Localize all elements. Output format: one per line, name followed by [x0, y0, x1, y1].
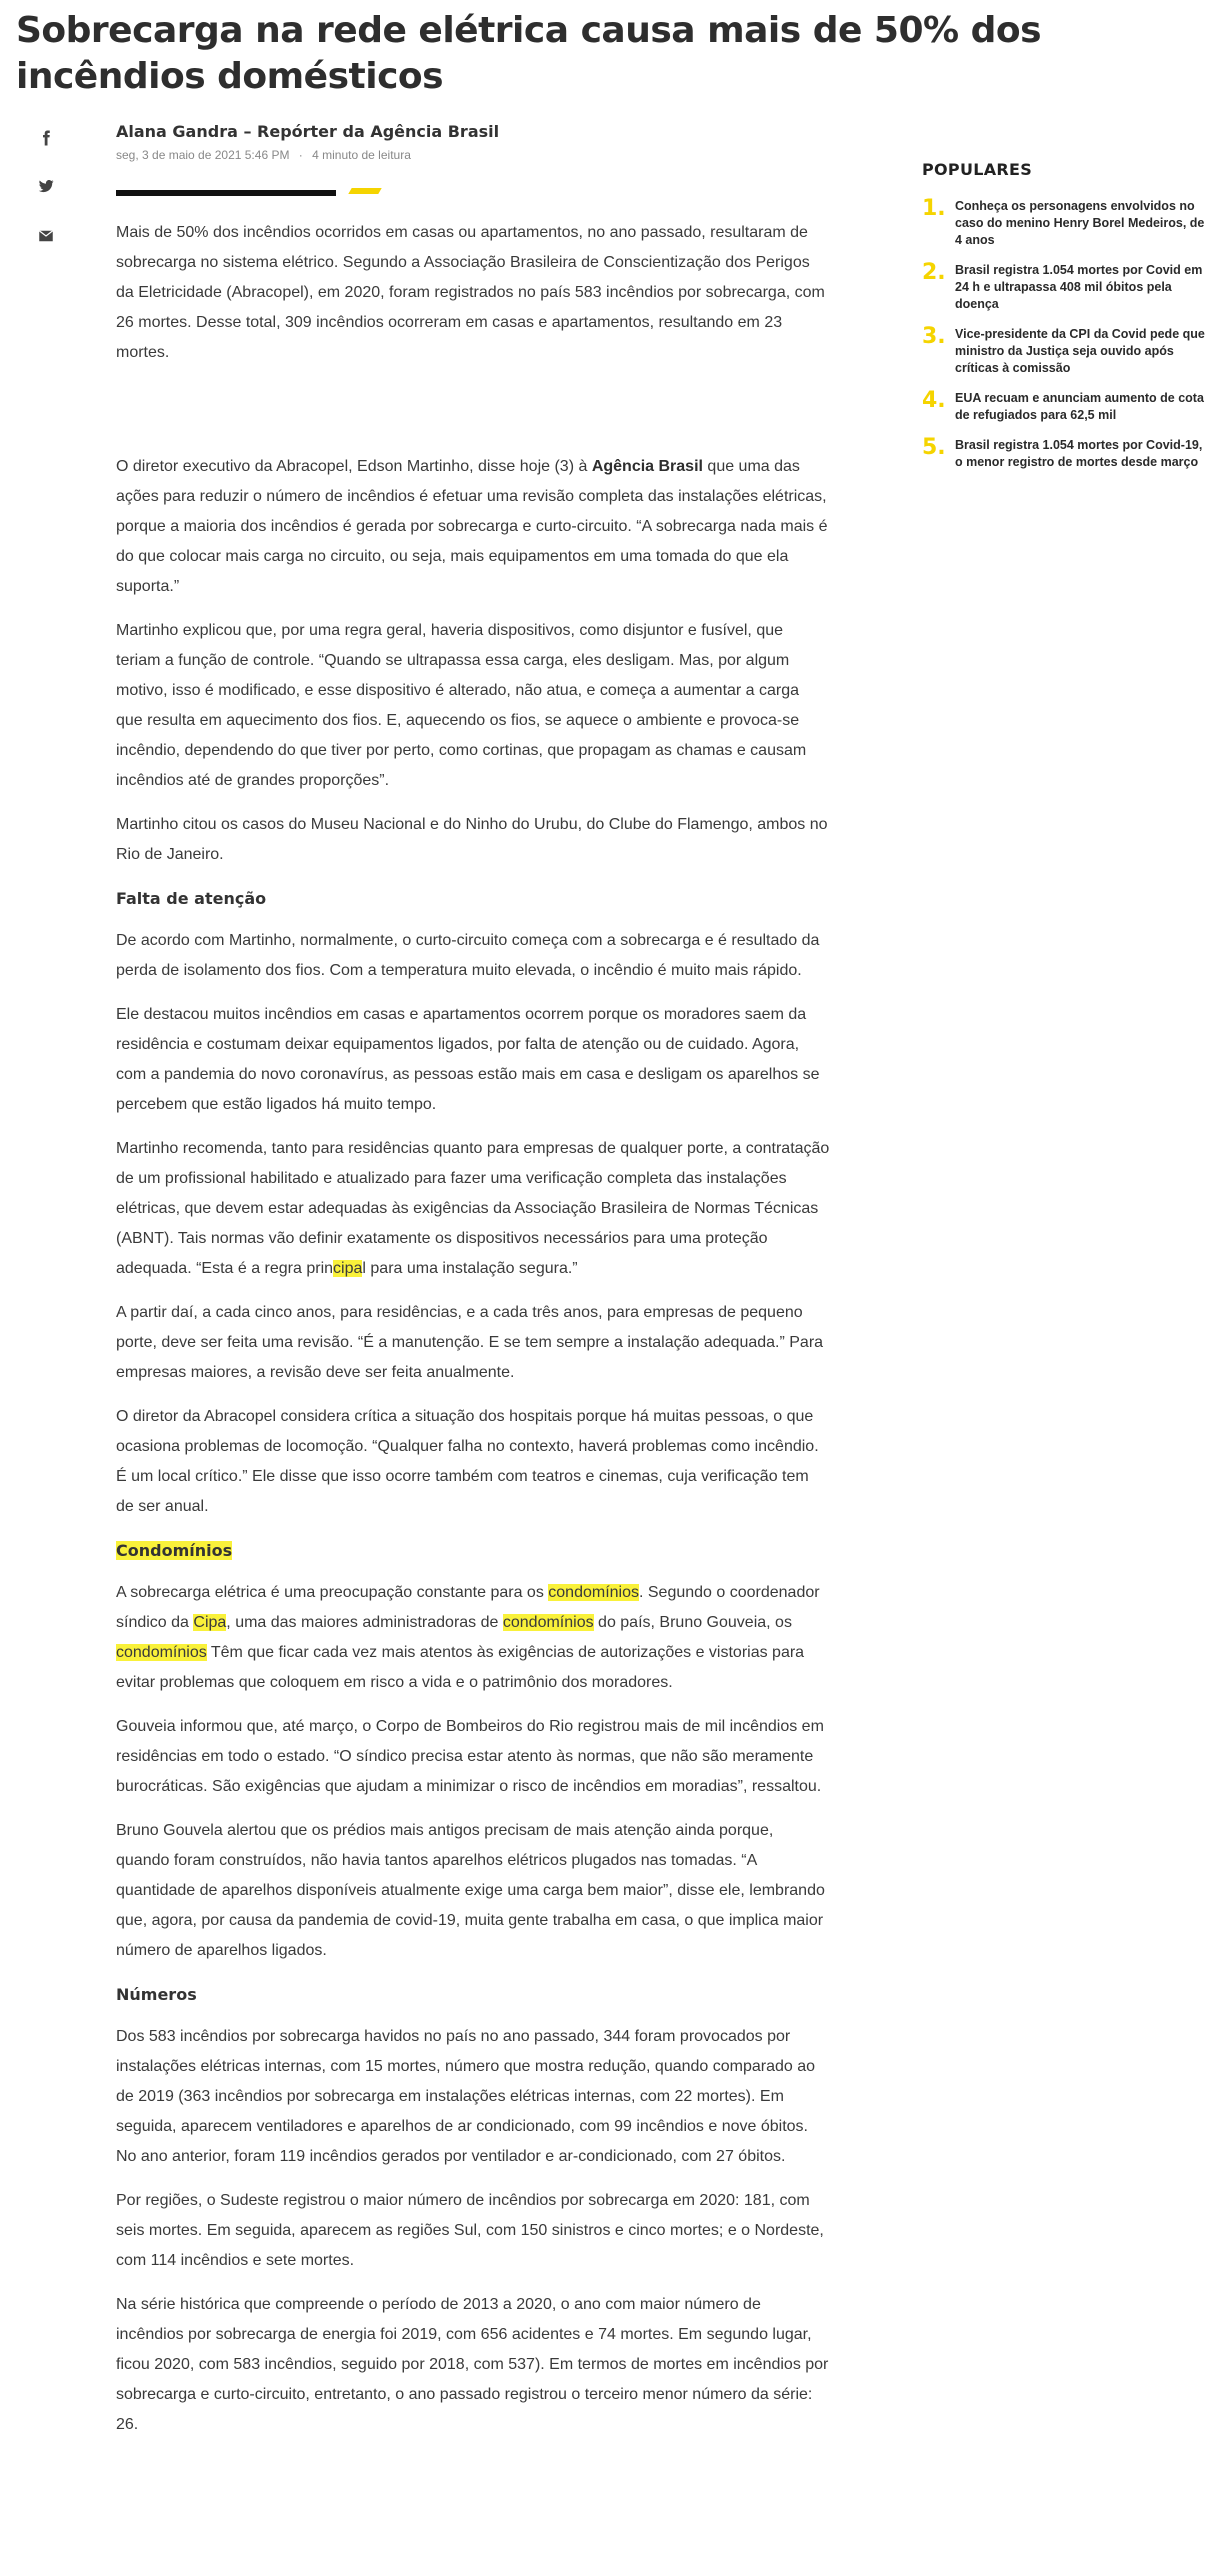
section-heading: Falta de atenção: [116, 889, 267, 908]
paragraph-text: O diretor executivo da Abracopel, Edson Martinho, disse hoje (3) à: [116, 458, 592, 475]
meta-separator: ·: [298, 148, 303, 162]
paragraph: A partir daí, a cada cinco anos, para residências, e a cada três anos, para empresas de pequeno porte, deve ser feita uma revisão. “É a manutenção. E se tem sempre a instalação adequada.” Para empresas maiores, a revisão deve ser feita anualmente.: [116, 1304, 824, 1381]
paragraph: Martinho citou os casos do Museu Nacional e do Ninho do Urubu, do Clube do Flamengo, ambos no Rio de Janeiro.: [116, 816, 828, 863]
paragraph-text: do país, Bruno Gouveia, os: [593, 1614, 792, 1631]
paragraph: O diretor da Abracopel considera crítica a situação dos hospitais porque há muitas pessoas, o que ocasiona problemas de locomoção. “Qualquer falha no contexto, haverá problemas como incêndio. É um local crítico.” Ele disse que isso ocorre também com teatros e cinemas, cuja verificação tem de ser anual.: [116, 1408, 819, 1515]
title-rule-accent: [348, 188, 381, 194]
popular-link[interactable]: EUA recuam e anunciam aumento de cota de refugiados para 62,5 mil: [955, 391, 1204, 422]
search-highlight: condomínios: [116, 1644, 207, 1661]
popular-link[interactable]: Conheça os personagens envolvidos no caso do menino Henry Borel Medeiros, de 4 anos: [955, 199, 1205, 247]
paragraph: [116, 1578, 830, 1698]
search-highlight: Condomínios: [116, 1541, 233, 1560]
search-highlight: cipa: [333, 1260, 363, 1277]
article-body: [116, 218, 830, 2454]
title-rule: [116, 190, 336, 196]
paragraph: [116, 1134, 830, 1284]
facebook-icon: [37, 129, 55, 147]
paragraph-text: l para uma instalação segura.”: [362, 1260, 578, 1277]
paragraph: Bruno Gouvela alertou que os prédios mais antigos precisam de mais atenção ainda porque, quando foram construídos, não havia tantos aparelhos elétricos plugados nas tomadas. “A quantidade de aparelhos disponíveis atualmente exige uma carga bem maior”, disse ele, lembrando que, agora, por causa da pandemia de covid-19, muita gente trabalha em casa, o que implica maior número de aparelhos ligados.: [116, 1822, 825, 1959]
publish-date: seg, 3 de maio de 2021 5:46 PM: [116, 148, 290, 162]
paragraph-text: Têm que ficar cada vez mais atentos às exigências de autorizações e vistorias para evitar problemas que coloquem em risco a vida e o patrimônio dos moradores.: [116, 1644, 805, 1691]
email-icon: [37, 227, 55, 245]
paragraph-text: Martinho recomenda, tanto para residências quanto para empresas de qualquer porte, a contratação de um profissional habilitado e atualizado para fazer uma verificação completa das instalações elétricas, que devem estar adequadas às exigências da Associação Brasileira de Normas Técnicas (ABNT). Tais normas vão definir exatamente os dispositivos necessários para uma proteção adequada. “Esta é a regra prin: [116, 1140, 830, 1277]
paragraph-text: A sobrecarga elétrica é uma preocupação constante para os: [116, 1584, 549, 1601]
popular-item[interactable]: [922, 437, 1212, 471]
popular-link[interactable]: Brasil registra 1.054 mortes por Covid-19, o menor registro de mortes desde março: [955, 438, 1203, 469]
paragraph: Ele destacou muitos incêndios em casas e apartamentos ocorrem porque os moradores saem da residência e costumam deixar equipamentos ligados, por falta de atenção ou de cuidado. Agora, com a pandemia do novo coronavírus, as pessoas estão mais em casa e desligam os aparelhos se percebem que estão ligados há muito tempo.: [116, 1006, 820, 1113]
popular-rank: 4.: [922, 388, 946, 413]
popular-item[interactable]: [922, 262, 1212, 313]
popular-rank: 3.: [922, 324, 946, 349]
popular-rank: 5.: [922, 435, 946, 460]
author-name: Alana Gandra – Repórter da Agência Brasil: [116, 122, 500, 141]
paragraph: Na série histórica que compreende o período de 2013 a 2020, o ano com maior número de incêndios por sobrecarga de energia foi 2019, com 656 acidentes e 74 mortes. Em segundo lugar, ficou 2020, com 583 incêndios, seguido por 2018, com 537). Em termos de mortes em incêndios por sobrecarga e curto-circuito, entretanto, o ano passado registrou o terceiro menor número da série: 26.: [116, 2296, 829, 2433]
search-highlight: condomínios: [502, 1614, 594, 1631]
paragraph: Por regiões, o Sudeste registrou o maior número de incêndios por sobrecarga em 2020: 181, com seis mortes. Em seguida, aparecem as regiões Sul, com 150 sinistros e cinco mortes; e o Nordeste, com 114 incêndios e sete mortes.: [116, 2192, 824, 2269]
popular-item[interactable]: [922, 390, 1212, 424]
section-heading: Números: [116, 1985, 197, 2004]
ad-gap: [116, 382, 830, 452]
agencia-brasil-mention: Agência Brasil: [591, 458, 703, 475]
popular-item[interactable]: [922, 326, 1212, 377]
paragraph: Gouveia informou que, até março, o Corpo de Bombeiros do Rio registrou mais de mil incêndios em residências em todo o estado. “O síndico precisa estar atento às normas, que não são meramente burocráticas. São exigências que ajudam a minimizar o risco de incêndios em moradias”, ressaltou.: [116, 1718, 824, 1795]
search-highlight: Cipa: [193, 1614, 227, 1631]
section-heading: [116, 1536, 830, 1566]
twitter-icon: [37, 177, 55, 195]
popular-list: [922, 198, 1212, 484]
popular-item[interactable]: [922, 198, 1212, 249]
twitter-share-button[interactable]: [34, 174, 58, 198]
paragraph: Martinho explicou que, por uma regra geral, haveria dispositivos, como disjuntor e fusível, que teriam a função de controle. “Quando se ultrapassa essa carga, eles desligam. Mas, por algum motivo, isso é modificado, e esse dispositivo é alterado, não atua, e começa a aumentar a carga que resulta em aquecimento dos fios. E, aquecendo os fios, se aquece o ambiente e provoca-se incêndio, dependendo do que tiver por perto, como cortinas, que propagam as chamas e causam incêndios até de grandes proporções”.: [116, 622, 807, 789]
email-share-button[interactable]: [34, 224, 58, 248]
paragraph: Dos 583 incêndios por sobrecarga havidos no país no ano passado, 344 foram provocados por instalações elétricas internas, com 15 mortes, número que mostra redução, quando comparado ao de 2019 (363 incêndios por sobrecarga em instalações elétricas internas, com 22 mortes). Em seguida, aparecem ventiladores e aparelhos de ar condicionado, com 99 incêndios e nove óbitos. No ano anterior, foram 119 incêndios gerados por ventilador e ar-condicionado, com 27 óbitos.: [116, 2028, 816, 2165]
paragraph-text: . Segundo o coordenador síndico da: [116, 1584, 820, 1631]
paragraph: Mais de 50% dos incêndios ocorridos em casas ou apartamentos, no ano passado, resultaram de sobrecarga no sistema elétrico. Segundo a Associação Brasileira de Conscientização dos Perigos da Eletricidade (Abracopel), em 2020, foram registrados no país 583 incêndios por sobrecarga, com 26 mortes. Desse total, 309 incêndios ocorreram em casas e apartamentos, resultando em 23 mortes.: [116, 224, 825, 361]
popular-heading: POPULARES: [922, 160, 1033, 179]
facebook-share-button[interactable]: [34, 126, 58, 150]
read-time: 4 minuto de leitura: [312, 148, 411, 162]
article-meta: [116, 148, 411, 162]
paragraph: [116, 452, 830, 602]
search-highlight: condomínios: [548, 1584, 639, 1601]
popular-link[interactable]: Brasil registra 1.054 mortes por Covid em 24 h e ultrapassa 408 mil óbitos pela doença: [955, 263, 1203, 311]
popular-rank: 1.: [922, 196, 946, 221]
article-title: Sobrecarga na rede elétrica causa mais de 50% dos incêndios domésticos: [16, 10, 1042, 97]
paragraph-text: , uma das maiores administradoras de: [226, 1614, 503, 1631]
popular-link[interactable]: Vice-presidente da CPI da Covid pede que ministro da Justiça seja ouvido após críticas à comissão: [955, 327, 1205, 375]
paragraph-text: que uma das ações para reduzir o número de incêndios é efetuar uma revisão completa das instalações elétricas, porque a maioria dos incêndios é gerada por sobrecarga e curto-circuito. “A sobrecarga nada mais é do que colocar mais carga no circuito, ou seja, mais equipamentos em uma tomada do que ela suporta.”: [116, 458, 828, 595]
popular-rank: 2.: [922, 260, 946, 285]
paragraph: De acordo com Martinho, normalmente, o curto-circuito começa com a sobrecarga e é resultado da perda de isolamento dos fios. Com a temperatura muito elevada, o incêndio é muito mais rápido.: [116, 932, 820, 979]
